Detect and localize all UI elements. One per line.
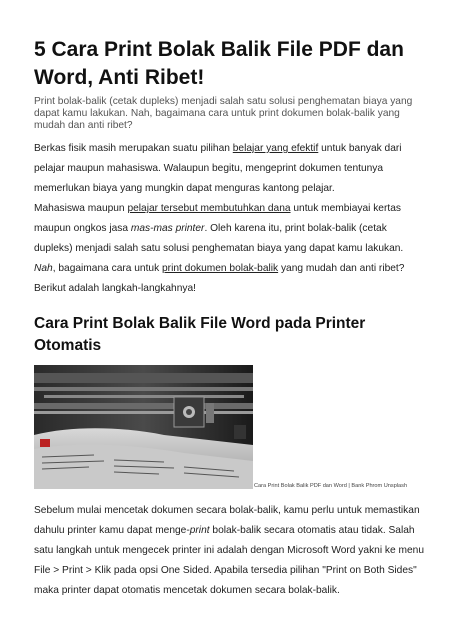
- text: Mahasiswa maupun: [34, 203, 128, 214]
- text: untuk membiayai kertas maupun ongkos jasa: [34, 203, 401, 234]
- emphasis: Nah: [34, 263, 53, 274]
- text: Berkas fisik masih merupakan suatu pilihan: [34, 143, 233, 154]
- printing-press-illustration: [34, 365, 253, 489]
- link-pelajar-dana[interactable]: pelajar tersebut membutuhkan dana: [127, 203, 291, 214]
- paragraph-2: [34, 199, 426, 259]
- figure: [34, 365, 426, 493]
- article-lead: Print bolak-balik (cetak dupleks) menjadi salah satu solusi penghematan biaya yang dapat kamu lakukan. Nah, bagaimana cara untuk print dokumen bolak-balik yang mudah dan anti ribet?: [34, 96, 413, 131]
- emphasis: print: [189, 525, 210, 536]
- text: bolak-balik secara otomatis atau tidak. Salah satu langkah untuk mengecek printer ini adalah dengan Microsoft Word yakni ke menu File > Print > Klik pada opsi One Sided. Apabila tersedia pilihan "Print on Both Sides" maka printer dapat otomatis mencetak dokumen secara bolak-balik.: [34, 525, 424, 596]
- text: , bagaimana cara untuk: [52, 263, 163, 274]
- text: . Oleh karena itu, print bolak-balik (cetak dupleks) menjadi salah satu solusi penghematan biaya yang dapat kamu lakukan.: [34, 223, 404, 254]
- image-caption: Cara Print Bolak Balik PDF dan Word | Bank Phrom Unsplash: [254, 483, 408, 489]
- link-print-dokumen[interactable]: print dokumen bolak-balik: [162, 263, 279, 274]
- emphasis: mas-mas printer: [130, 223, 205, 234]
- paragraph-3: [34, 259, 426, 279]
- link-belajar-efektif[interactable]: belajar yang efektif: [232, 143, 319, 154]
- section-title: Cara Print Bolak Balik File Word pada Printer Otomatis: [34, 315, 366, 354]
- printer-photo: [34, 365, 253, 489]
- paragraph-1: [34, 139, 426, 199]
- text: untuk banyak dari pelajar maupun mahasiswa. Walaupun begitu, mengeprint dokumen tentunya memerlukan biaya yang mungkin dapat menguras kantong pelajar.: [34, 143, 402, 194]
- paragraph-5: [34, 501, 426, 601]
- paragraph-4: Berikut adalah langkah-langkahnya!: [34, 283, 196, 294]
- text: yang mudah dan anti ribet?: [278, 263, 405, 274]
- article-title: 5 Cara Print Bolak Balik File PDF dan Word, Anti Ribet!: [34, 38, 404, 89]
- text: Sebelum mulai mencetak dokumen secara bolak-balik, kamu perlu untuk memastikan dahulu printer kamu dapat menge-: [34, 505, 420, 536]
